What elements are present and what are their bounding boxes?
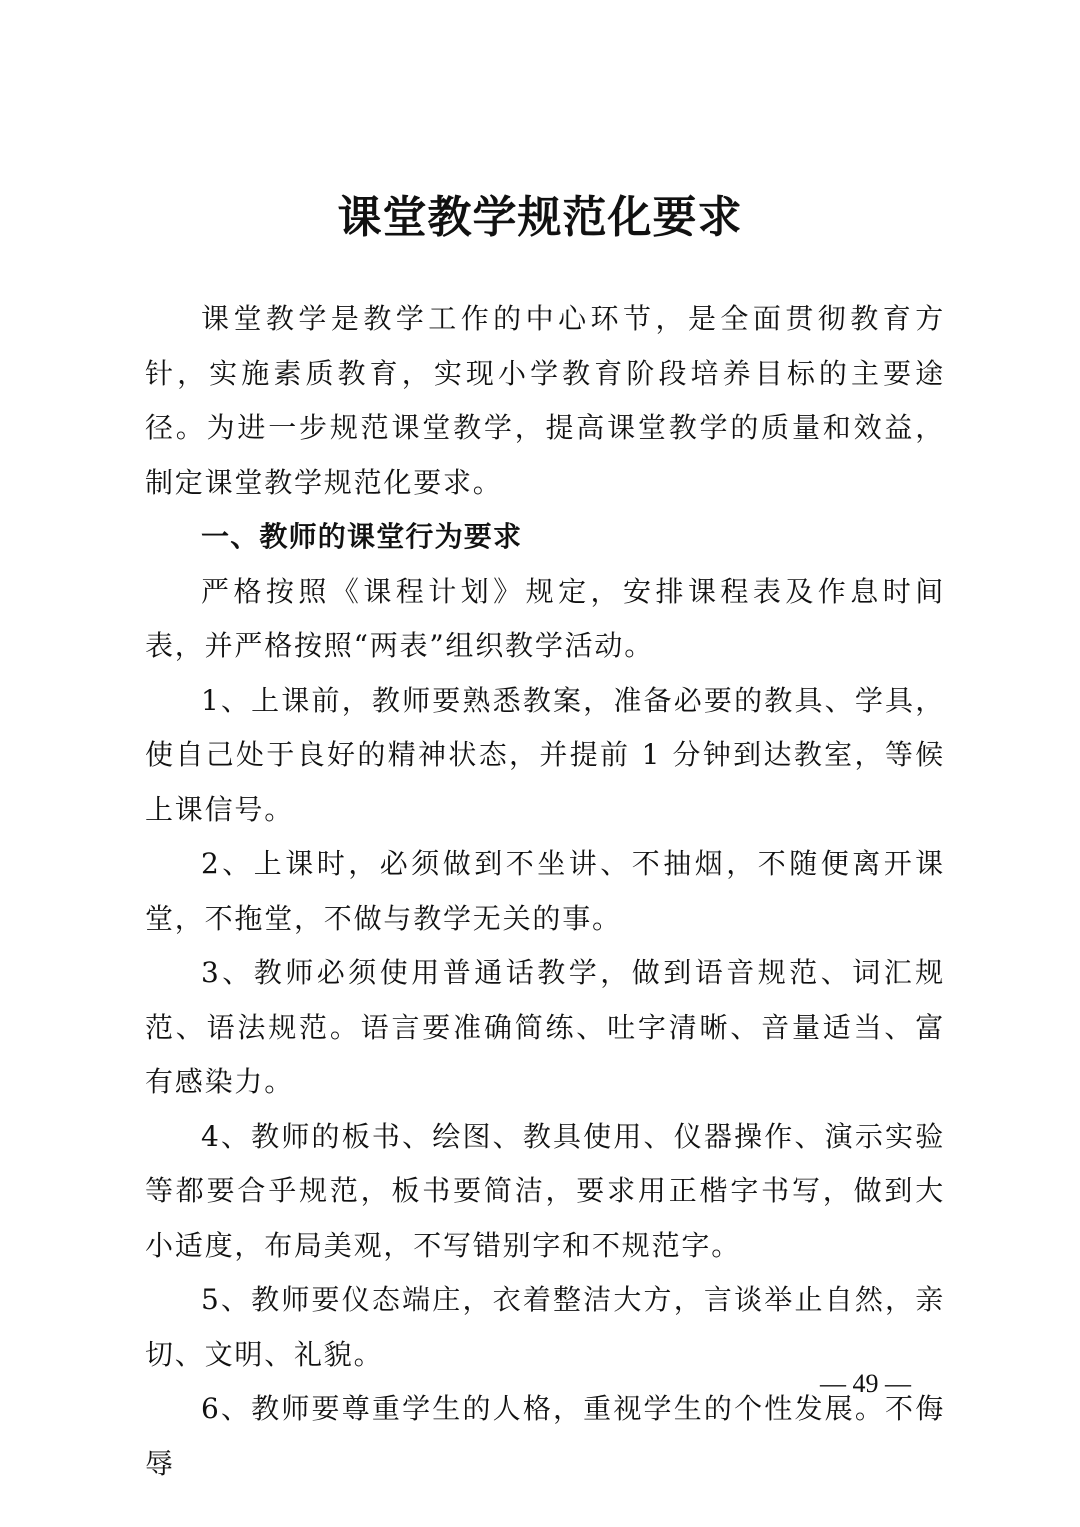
rule-1-paragraph: 1、上课前，教师要熟悉教案，准备必要的教具、学具，使自己处于良好的精神状态，并提前 1 分钟到达教室，等候上课信号。	[145, 683, 945, 826]
intro-paragraph: 课堂教学是教学工作的中心环节，是全面贯彻教育方针，实施素质教育，实现小学教育阶段培养目标的主要途径。为进一步规范课堂教学，提高课堂教学的质量和效益，制定课堂教学规范化要求。	[145, 302, 945, 499]
document-title: 课堂教学规范化要求	[337, 192, 743, 243]
section-heading-teacher-behavior: 一、教师的课堂行为要求	[201, 520, 523, 553]
rule-6-paragraph: 6、教师要尊重学生的人格，重视学生的个性发展。不侮辱	[145, 1392, 945, 1480]
page-number: — 49 —	[820, 1369, 911, 1398]
rule-2-paragraph: 2、上课时，必须做到不坐讲、不抽烟，不随便离开课堂，不拖堂，不做与教学无关的事。	[145, 847, 945, 935]
document-body	[145, 292, 945, 1491]
rule-3-paragraph: 3、教师必须使用普通话教学，做到语音规范、词汇规范、语法规范。语言要准确简练、吐字清晰、音量适当、富有感染力。	[145, 956, 945, 1098]
rule-4-paragraph: 4、教师的板书、绘图、教具使用、仪器操作、演示实验等都要合乎规范，板书要简洁，要求用正楷字书写，做到大小适度，布局美观，不写错别字和不规范字。	[145, 1119, 945, 1262]
rule-5-paragraph: 5、教师要仪态端庄，衣着整洁大方，言谈举止自然，亲切、文明、礼貌。	[145, 1283, 945, 1371]
schedule-paragraph: 严格按照《课程计划》规定，安排课程表及作息时间表，并严格按照“两表”组织教学活动。	[145, 574, 945, 662]
